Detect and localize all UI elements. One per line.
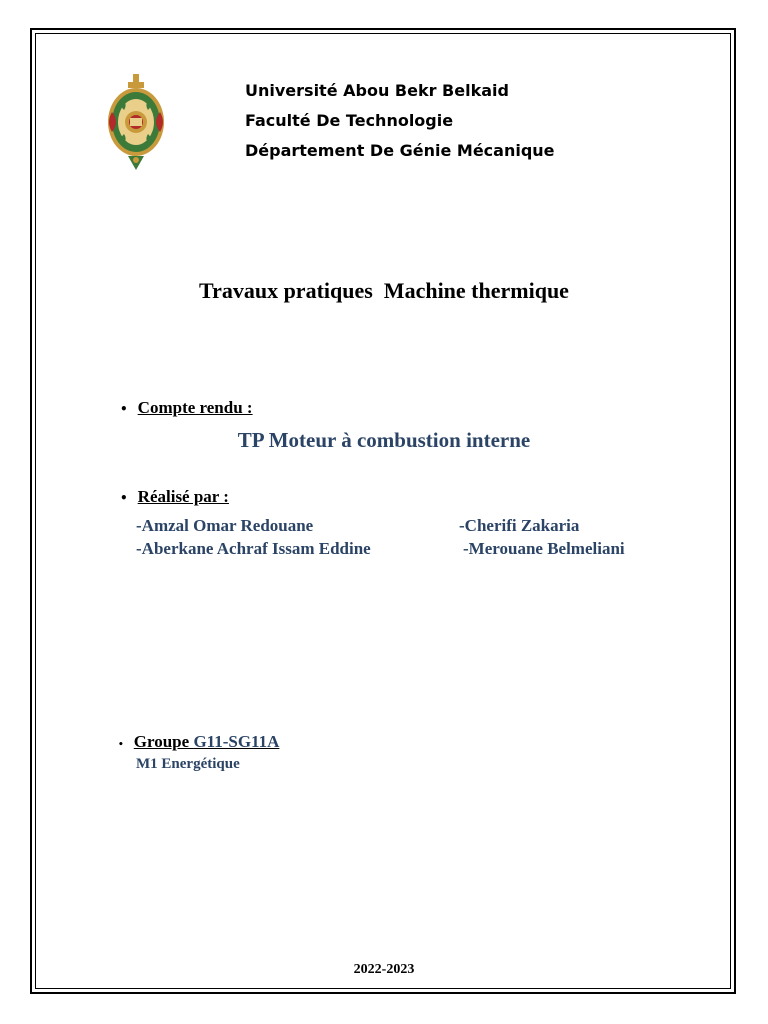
author-name: -Cherifi Zakaria [459,516,580,535]
group-row [118,732,279,752]
bullet-icon: • [118,740,124,750]
university-logo [106,72,166,172]
university-name: Université Abou Bekr Belkaid [245,81,509,100]
bullet-icon: • [120,491,128,505]
authors-label: Réalisé par : [137,487,229,506]
speciality: M1 Energétique [136,756,240,772]
group-label: Groupe [133,732,194,751]
bullet-icon: • [120,402,128,416]
page-border-inner [35,33,731,989]
author-name: -Merouane Belmeliani [463,539,625,558]
document-title: Travaux pratiques Machine thermique [199,278,569,303]
report-label: Compte rendu : [137,398,253,417]
faculty-name: Faculté De Technologie [245,111,454,130]
report-label-row [120,398,253,418]
author-name: -Aberkane Achraf Issam Eddine [136,539,371,558]
department-name: Département De Génie Mécanique [245,141,555,160]
author-name: -Amzal Omar Redouane [136,516,314,535]
authors-label-row [120,487,229,507]
report-title: TP Moteur à combustion interne [237,428,531,452]
group-value: G11-SG11A [193,732,280,751]
institution-header [245,76,555,166]
academic-year: 2022-2023 [353,962,415,977]
group-line [134,732,280,752]
